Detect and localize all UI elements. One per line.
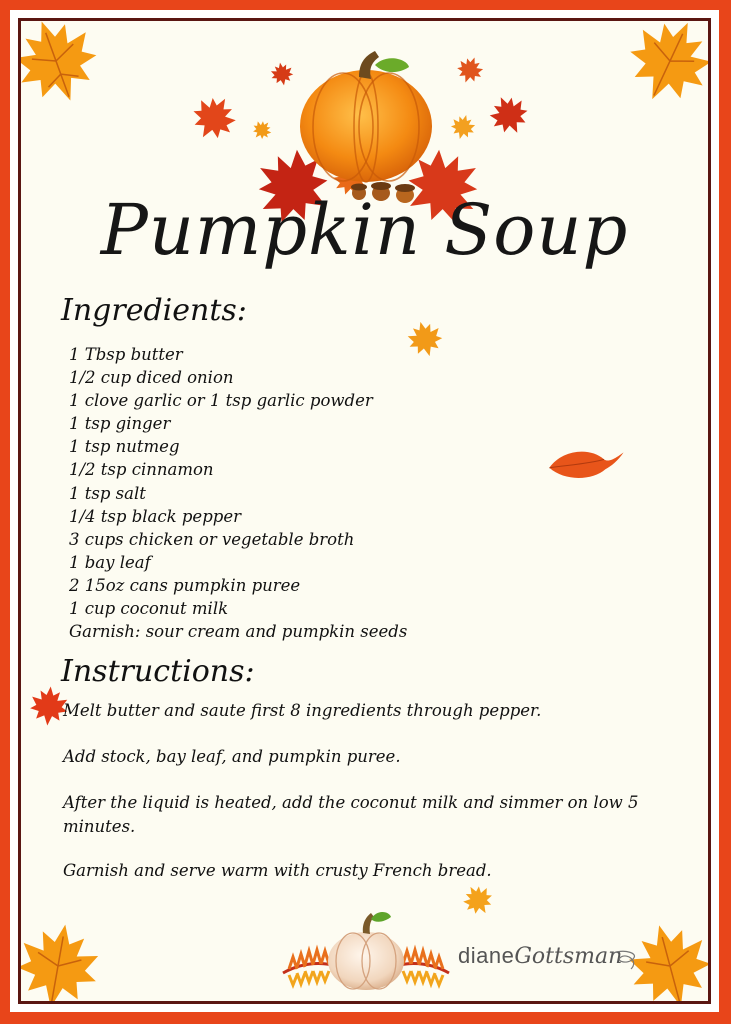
brand-signature [458, 943, 622, 969]
recipe-card [21, 21, 708, 1001]
instructions-heading: Instructions: [61, 654, 255, 689]
ingredient-item: 1 tsp salt [69, 483, 146, 503]
ingredient-item: 2 15oz cans pumpkin puree [69, 575, 301, 595]
maple-leaf-icon [461, 883, 495, 917]
pumpkin-icon [231, 51, 501, 211]
instruction-step: Add stock, bay leaf, and pumpkin puree. [63, 747, 401, 766]
ingredient-item: 1/4 tsp black pepper [69, 506, 241, 526]
maple-leaf-icon [625, 21, 708, 106]
ingredient-item: 1/2 cup diced onion [69, 368, 234, 388]
ingredient-item: 1 bay leaf [69, 552, 151, 572]
ingredient-item: 1 tsp nutmeg [69, 437, 180, 457]
ingredient-item: Garnish: sour cream and pumpkin seeds [69, 622, 408, 642]
ingredient-item: 1 cup coconut milk [69, 599, 229, 619]
brand-first-name: diane [458, 943, 515, 968]
ingredient-item: 3 cups chicken or vegetable broth [69, 529, 355, 549]
recipe-title: Pumpkin Soup [100, 189, 629, 271]
maple-leaf-icon [21, 921, 103, 1001]
ingredient-item: 1 Tbsp butter [69, 345, 183, 364]
signature-swirl-icon [611, 947, 641, 973]
maple-leaf-icon [405, 319, 445, 359]
ingredient-item: 1/2 tsp cinnamon [69, 460, 214, 480]
ingredients-heading: Ingredients: [61, 293, 247, 328]
instruction-step: Melt butter and saute first 8 ingredients through pepper. [63, 701, 542, 720]
instruction-step: Garnish and serve warm with crusty French bread. [63, 861, 492, 880]
maple-leaf-icon [21, 21, 101, 106]
ingredients-list [69, 343, 407, 643]
maple-leaf-icon [541, 439, 625, 491]
ingredient-item: 1 clove garlic or 1 tsp garlic powder [69, 391, 373, 411]
white-pumpkin-icon [281, 903, 451, 993]
ingredient-item: 1 tsp ginger [69, 414, 171, 434]
brand-last-name: Gottsman [514, 944, 623, 969]
instruction-step: After the liquid is heated, add the coconut milk and simmer on low 5 minutes. [63, 793, 639, 836]
